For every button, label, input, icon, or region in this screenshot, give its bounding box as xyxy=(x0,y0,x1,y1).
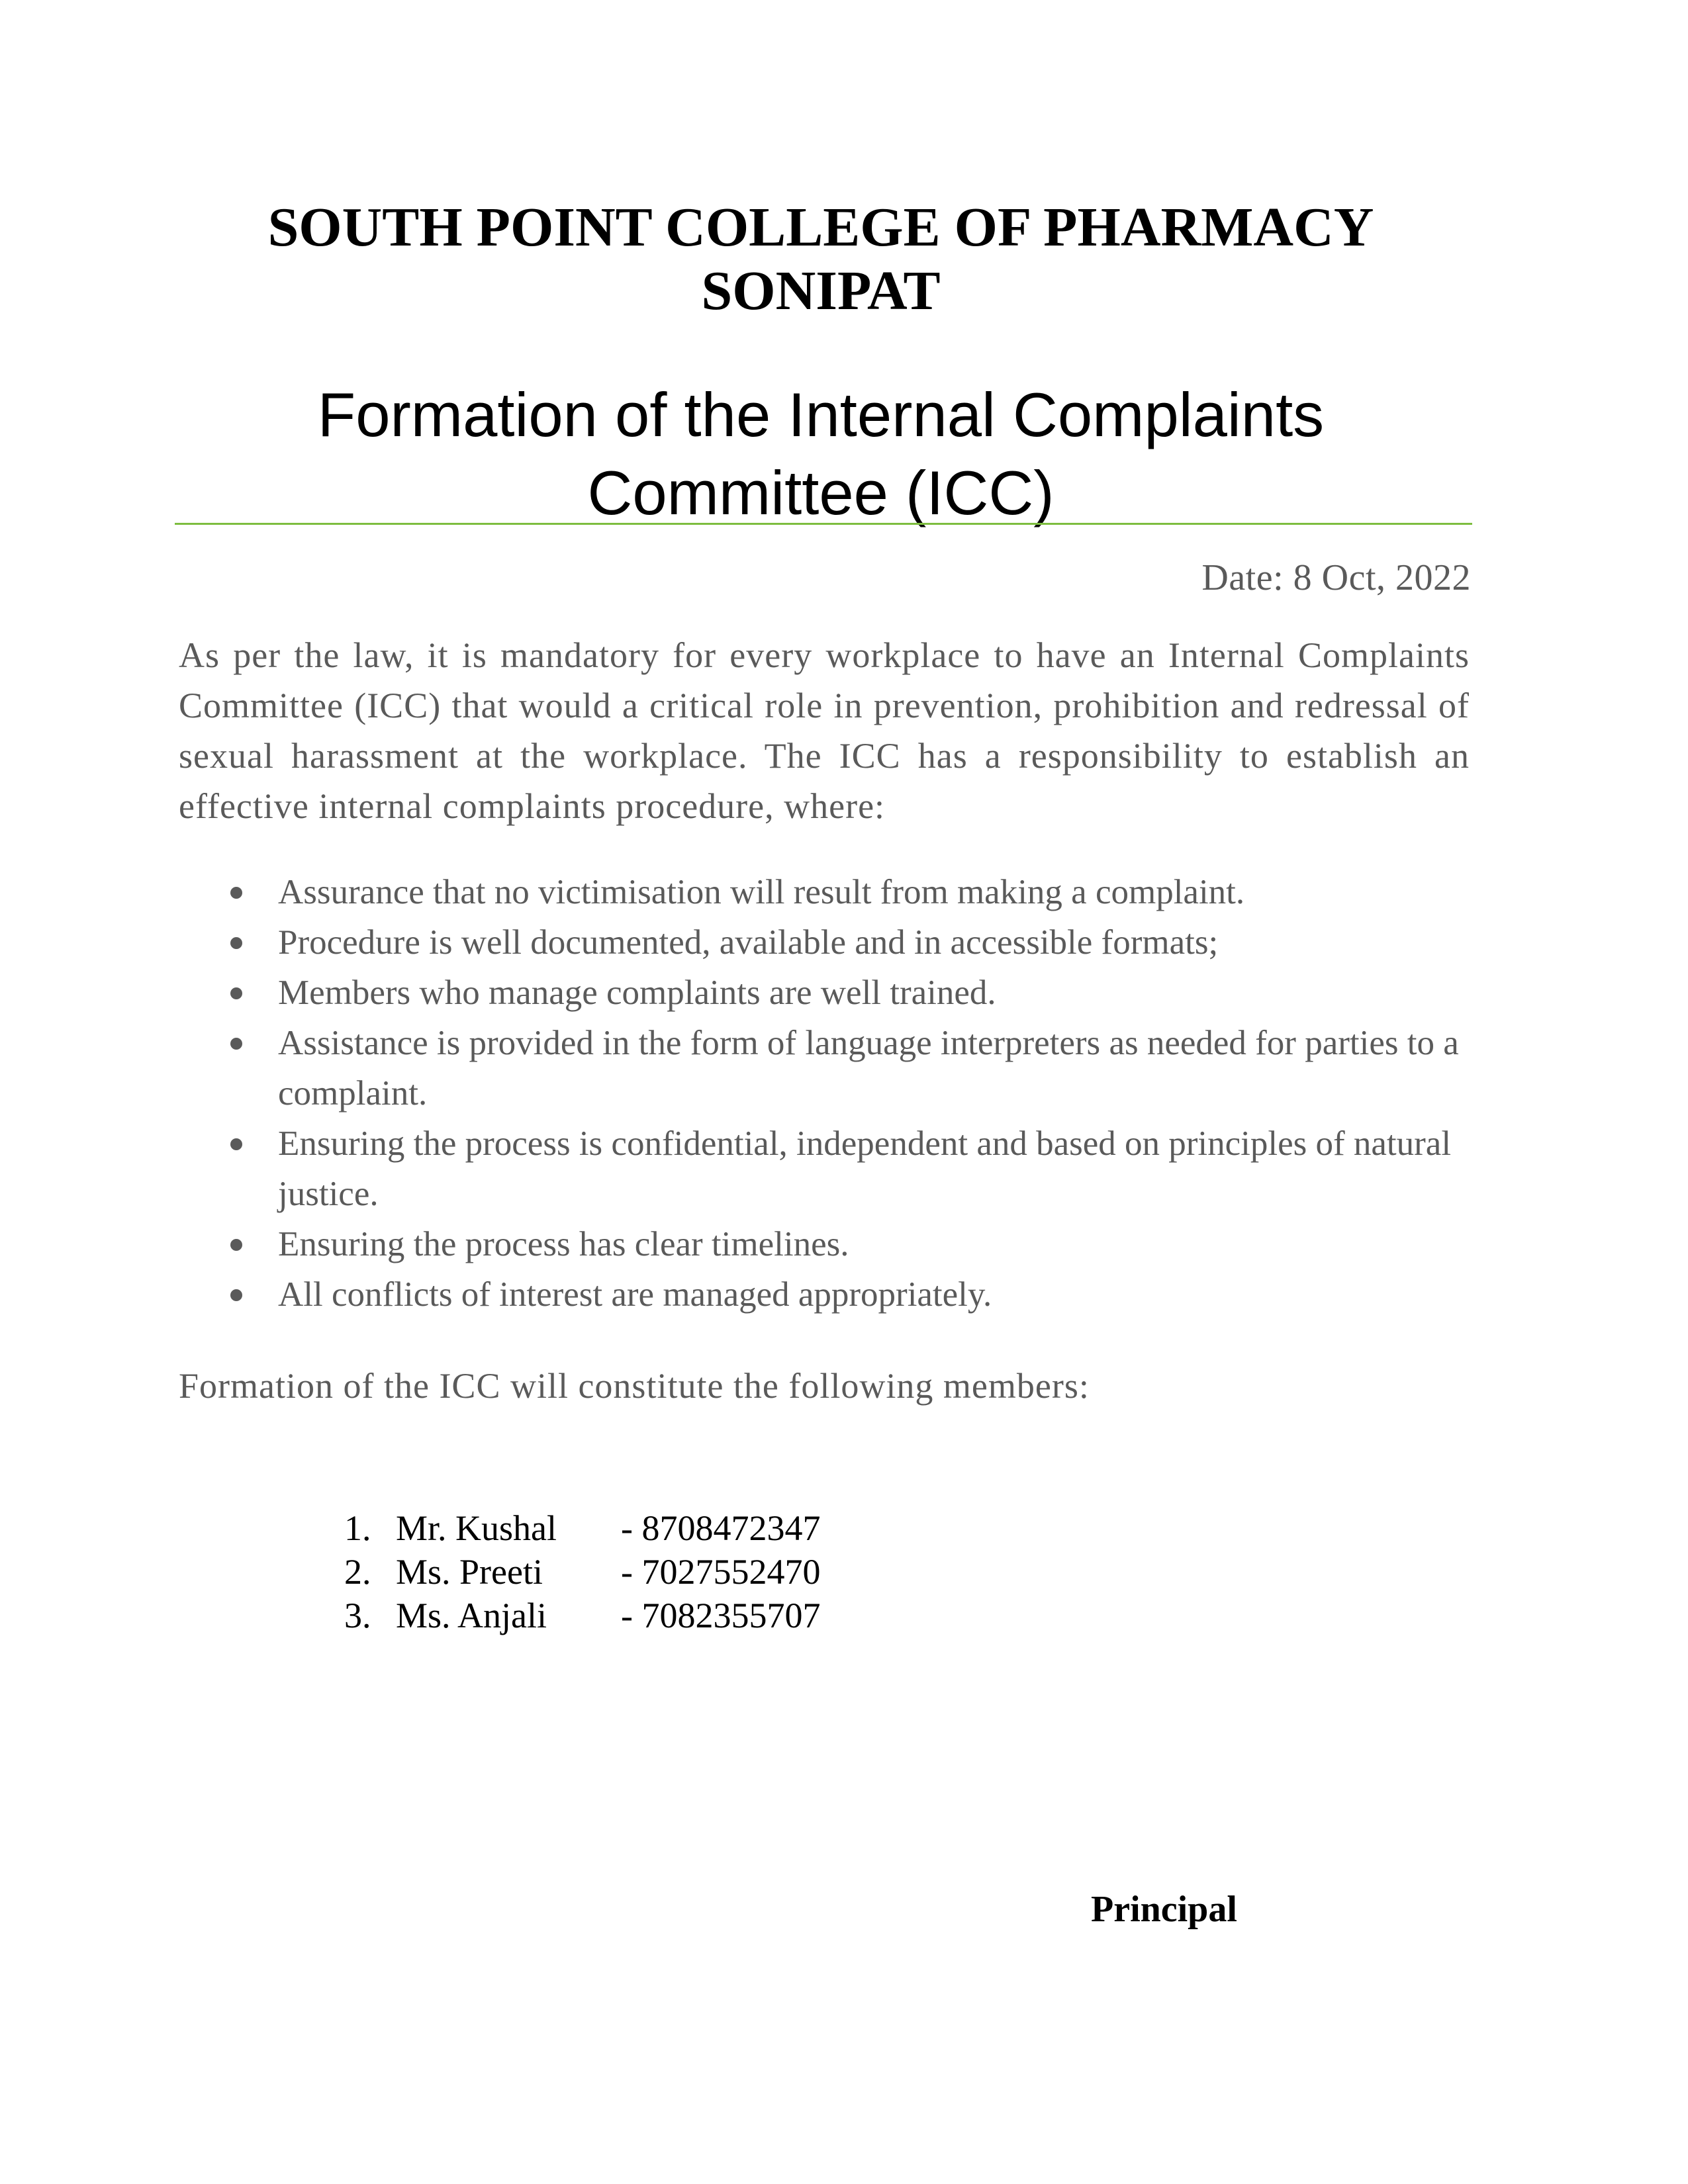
bullet-dot-icon xyxy=(230,937,242,949)
bullet-item xyxy=(225,1018,1470,1118)
bullet-item xyxy=(225,917,1470,968)
document-title-line1: Formation of the Internal Complaints xyxy=(317,380,1325,449)
bullet-dot-icon xyxy=(230,887,242,899)
member-number: 1. xyxy=(344,1508,371,1548)
bullet-item xyxy=(225,1219,1470,1269)
bullet-dot-icon xyxy=(230,1289,242,1301)
bullet-item xyxy=(225,1118,1470,1219)
bullet-item xyxy=(225,867,1470,917)
bullet-text: Assistance is provided in the form of language interpreters as needed for parties to a complaint. xyxy=(278,1024,1459,1113)
member-name: Ms. Anjali xyxy=(396,1596,547,1635)
bullet-dot-icon xyxy=(230,1138,242,1150)
bullet-text: All conflicts of interest are managed appropriately. xyxy=(278,1275,992,1314)
bullet-text: Procedure is well documented, available and in accessible formats; xyxy=(278,923,1219,962)
member-list xyxy=(344,1506,820,1637)
bullet-text: Ensuring the process is confidential, independent and based on principles of natural justice. xyxy=(278,1124,1452,1213)
member-item xyxy=(344,1594,820,1637)
bullet-text: Ensuring the process has clear timelines. xyxy=(278,1225,849,1263)
intro-paragraph: As per the law, it is mandatory for every workplace to have an Internal Complaints Committee (ICC) that would a critical role in prevention, prohibition and redressal of sexual harassment at the workplace. The ICC has a responsibility to establish an effective internal complaints procedure, where: xyxy=(179,635,1470,826)
title-underline-divider xyxy=(175,523,1472,525)
signatory-title: Principal xyxy=(1091,1889,1237,1930)
document-title xyxy=(0,376,1642,532)
member-name: Ms. Preeti xyxy=(396,1552,543,1592)
bullet-text: Assurance that no victimisation will result from making a complaint. xyxy=(278,873,1245,911)
college-name-line2: SONIPAT xyxy=(701,260,941,322)
formation-statement: Formation of the ICC will constitute the following members: xyxy=(179,1366,1090,1406)
document-date: Date: 8 Oct, 2022 xyxy=(1201,557,1471,598)
college-name xyxy=(0,196,1642,323)
bullet-text: Members who manage complaints are well trained. xyxy=(278,974,996,1012)
procedure-bullet-list xyxy=(225,867,1470,1320)
bullet-dot-icon xyxy=(230,987,242,999)
bullet-dot-icon xyxy=(230,1239,242,1251)
member-number: 3. xyxy=(344,1596,371,1635)
document-title-line2: Committee (ICC) xyxy=(587,458,1055,527)
member-number: 2. xyxy=(344,1552,371,1592)
college-name-line1: SOUTH POINT COLLEGE OF PHARMACY xyxy=(267,197,1374,258)
bullet-dot-icon xyxy=(230,1038,242,1050)
bullet-item xyxy=(225,968,1470,1018)
member-phone: - 8708472347 xyxy=(621,1508,821,1548)
member-phone: - 7027552470 xyxy=(621,1552,821,1592)
member-item xyxy=(344,1506,820,1550)
member-item xyxy=(344,1550,820,1594)
bullet-item xyxy=(225,1269,1470,1320)
member-phone: - 7082355707 xyxy=(621,1596,821,1635)
member-name: Mr. Kushal xyxy=(396,1508,557,1548)
